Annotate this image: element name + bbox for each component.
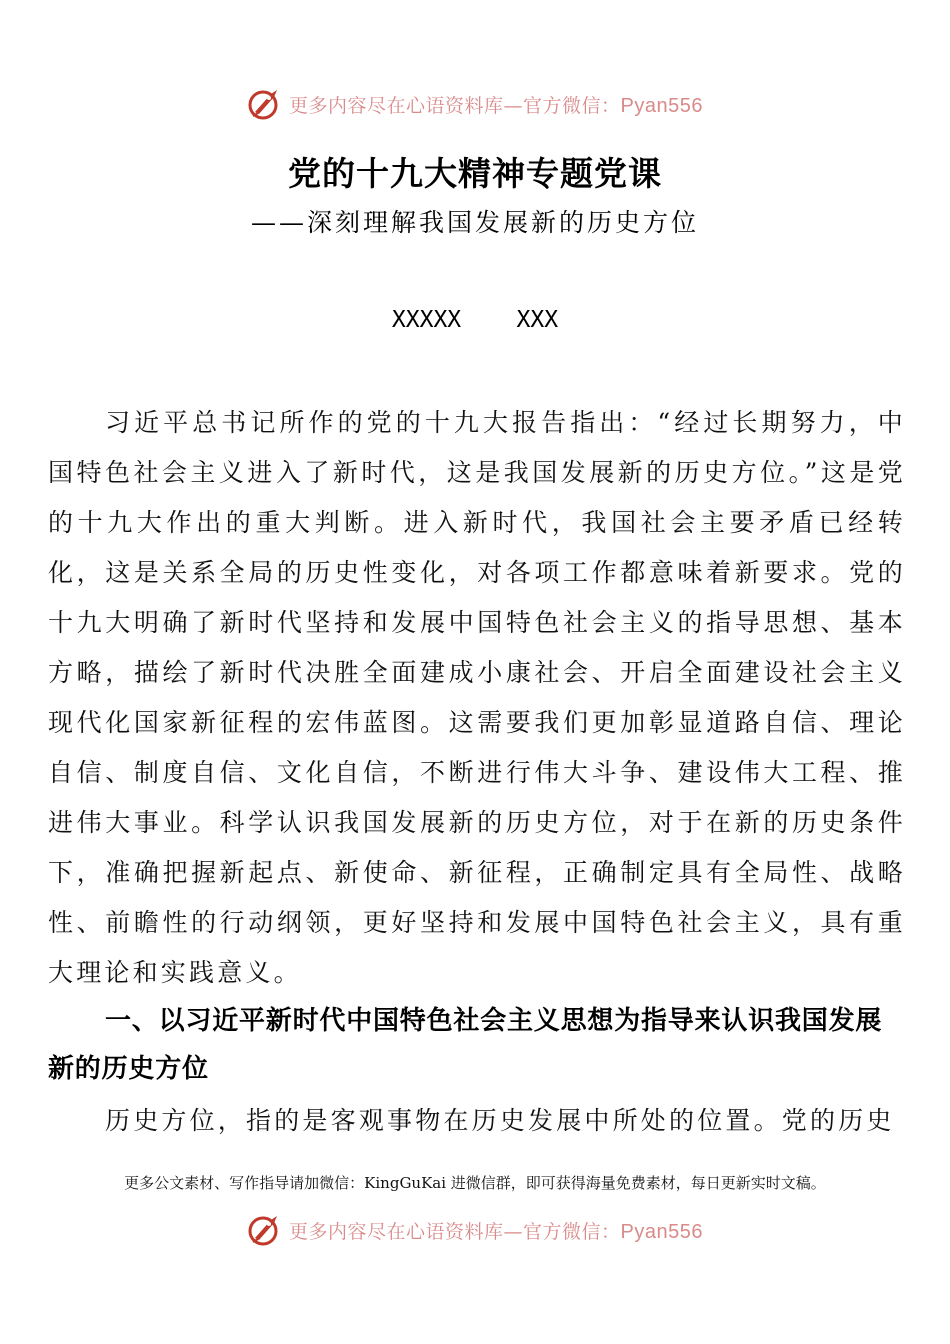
body-paragraph-1: 习近平总书记所作的党的十九大报告指出：“经过长期努力，中国特色社会主义进入了新时代，这是我国发展新的历史方位。”这是党的十九大作出的重大判断。进入新时代，我国社会主要矛盾已经转化，这是关系全局的历史性变化，对各项工作都意味着新要求。党的十九大明确了新时代坚持和发展中国特色社会主义的指导思想、基本方略，描绘了新时代决胜全面建成小康社会、开启全面建设社会主义现代化国家新征程的宏伟蓝图。这需要我们更加彰显道路自信、理论自信、制度自信、文化自信，不断进行伟大斗争、建设伟大工程、推进伟大事业。科学认识我国发展新的历史方位，对于在新的历史条件下，准确把握新起点、新使命、新征程，正确制定具有全局性、战略性、前瞻性的行动纲领，更好坚持和发展中国特色社会主义，具有重大理论和实践意义。	[48, 408, 906, 987]
watermark-wechat-id: Pyan556	[620, 1220, 703, 1243]
watermark-wechat-id: Pyan556	[620, 94, 703, 117]
watermark-text: 更多内容尽在心语资料库—官方微信：Pyan556	[289, 94, 703, 117]
section-heading-1: 一、以习近平新时代中国特色社会主义思想为指导来认识我国发展新的历史方位	[48, 1006, 883, 1084]
watermark-bottom	[0, 1210, 950, 1250]
document-subtitle: ——深刻理解我国发展新的历史方位	[250, 208, 699, 237]
pen-logo-icon	[247, 1212, 283, 1248]
document-title: 党的十九大精神专题党课	[288, 154, 662, 193]
footer-note: 更多公文素材、写作指导请加微信：KingGuKai 进微信群，即可获得海量免费素材，每日更新实时文稿。	[124, 1174, 826, 1192]
body-paragraph-2: 历史方位，指的是客观事物在历史发展中所处的位置。党的历史	[105, 1106, 895, 1135]
watermark-top	[0, 84, 950, 124]
watermark-text: 更多内容尽在心语资料库—官方微信：Pyan556	[289, 1220, 703, 1243]
pen-logo-icon	[247, 86, 283, 122]
document-author: XXXXX XXX	[391, 307, 559, 333]
